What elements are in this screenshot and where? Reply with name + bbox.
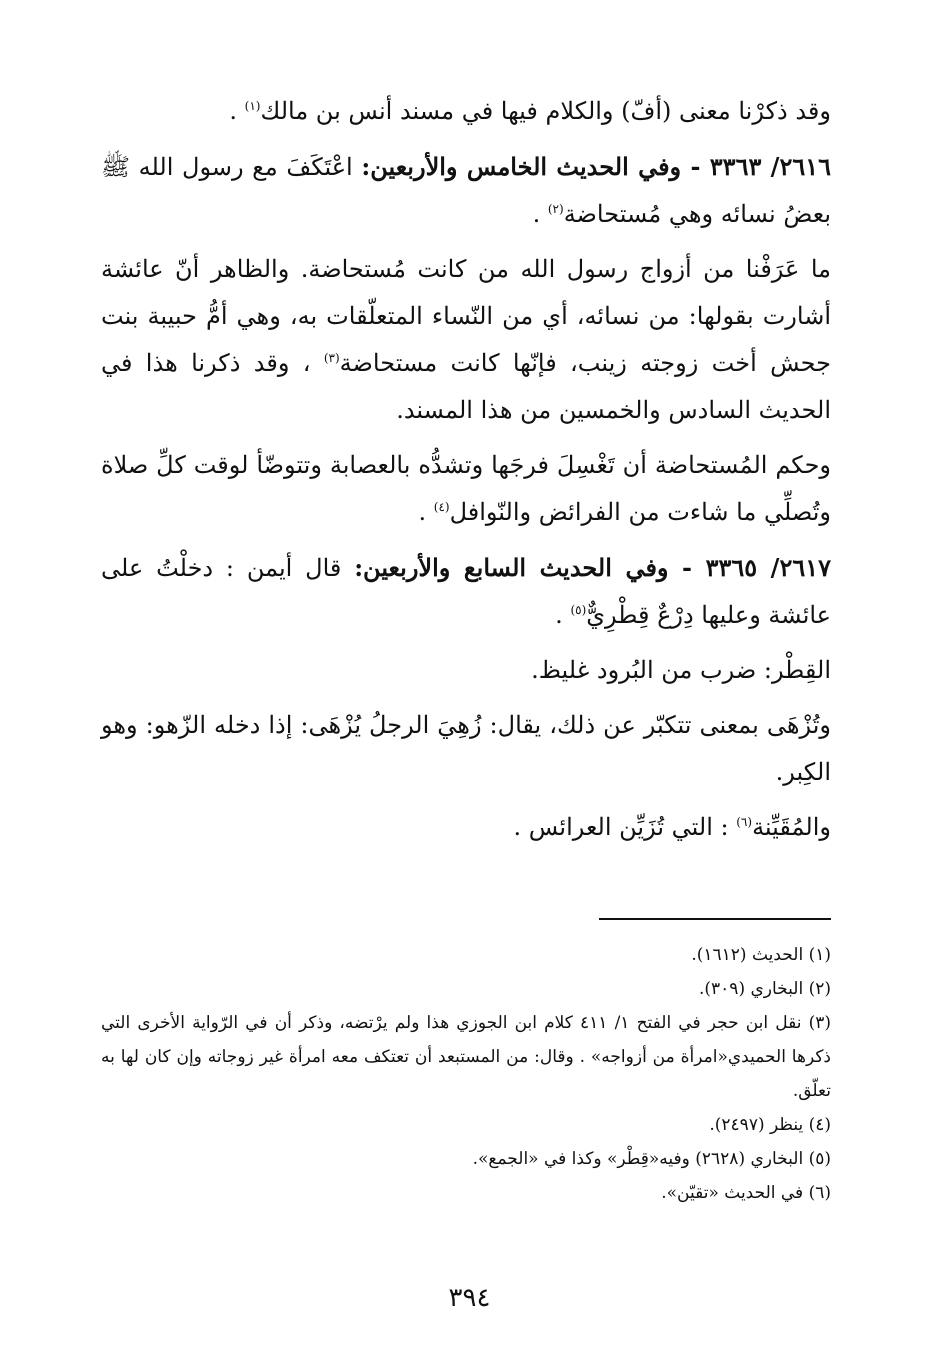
hadith-2616-end: . bbox=[532, 200, 548, 228]
hadith-2616-text: اعْتَكَفَ مع رسول الله ﷺ بعضُ نسائه وهي مُستحاضة bbox=[101, 153, 831, 228]
paragraph-1 bbox=[101, 88, 831, 135]
paragraph-2 bbox=[101, 246, 831, 434]
footnote-ref-3[interactable]: (٣) bbox=[323, 351, 340, 365]
footnote-4: (٤) ينظر (٢٤٩٧). bbox=[709, 1115, 831, 1135]
footnote-separator bbox=[599, 918, 831, 920]
footnote-5: (٥) البخاري (٢٦٢٨) وفيه«قِطْر» وكذا في «الجمع». bbox=[472, 1149, 831, 1169]
footnote-ref-1[interactable]: (١) bbox=[244, 99, 261, 113]
hadith-2616-number: ٢٦١٦/ ٣٣٦٣ - bbox=[681, 152, 832, 181]
footnote-6: (٦) في الحديث «تقيّن». bbox=[661, 1183, 831, 1203]
paragraph-2-end: ، وقد ذكرنا هذا في الحديث السادس والخمسين من هذا المسند. bbox=[101, 349, 831, 424]
paragraph-1-text: وقد ذكرْنا معنى (أفّ) والكلام فيها في مسند أنس بن مالك bbox=[260, 97, 831, 125]
paragraph-6-term: والمُقَيِّنة bbox=[752, 813, 831, 841]
paragraph-2-text: ما عَرَفْنا من أزواج رسول الله من كانت مُستحاضة. والظاهر أنّ عائشة أشارت بقولها: من نسائه، أي من النّساء المتعلّقات به، وهي أمُّ حبيبة بنت جحش أخت زوجته زينب، فإنّها كانت مستحاضة bbox=[101, 255, 831, 377]
paragraph-4: القِطْر: ضرب من البُرود غليظ. bbox=[531, 656, 831, 684]
paragraph-6 bbox=[101, 804, 831, 851]
footnote-3: (٣) نقل ابن حجر في الفتح ١/ ٤١١ كلام ابن الجوزي هذا ولم يرْتضه، وذكر أن في الرّواية الأخرى التي ذكرها الحميدي«امرأة من أزواجه» . وقال: من المستبعد أن تعتكف معه امرأة غير زوجاته وإن كان لها به تعلّق. bbox=[101, 1013, 831, 1101]
footnote-ref-2[interactable]: (٢) bbox=[547, 202, 564, 216]
paragraph-5: وتُزْهَى بمعنى تتكبّر عن ذلك، يقال: زُهِيَ الرجلُ يُزْهَى: إذا دخله الزّهو: وهو الكِبر. bbox=[101, 711, 831, 786]
footnote-ref-5[interactable]: (٥) bbox=[570, 603, 587, 617]
footnote-2: (٢) البخاري (٣٠٩). bbox=[698, 979, 831, 999]
hadith-2616 bbox=[101, 143, 831, 238]
paragraph-1-end: . bbox=[229, 97, 245, 125]
footnote-1: (١) الحديث (١٦١٢). bbox=[691, 945, 831, 965]
paragraph-6-definition: : التي تُزَيِّن العرائس . bbox=[513, 813, 737, 841]
footnote-ref-4[interactable]: (٤) bbox=[433, 500, 450, 514]
paragraph-3-end: . bbox=[418, 498, 434, 526]
paragraph-3 bbox=[101, 442, 831, 536]
footnotes bbox=[101, 938, 831, 1210]
main-text bbox=[101, 88, 831, 851]
paragraph-3-text: وحكم المُستحاضة أن تَغْسِلَ فرجَها وتشدُّه بالعصابة وتتوضّأ لوقت كلِّ صلاة وتُصلِّي ما شاءت من الفرائض والنّوافل bbox=[101, 451, 831, 526]
hadith-2617-number: ٢٦١٧/ ٣٣٦٥ - bbox=[668, 553, 831, 582]
hadith-2617-end: . bbox=[555, 601, 571, 629]
hadith-2617 bbox=[101, 544, 831, 639]
hadith-2617-title: وفي الحديث السابع والأربعين: bbox=[354, 553, 669, 582]
page-number: ٣٩٤ bbox=[448, 1283, 491, 1313]
footnote-ref-6[interactable]: (٦) bbox=[736, 815, 753, 829]
hadith-2616-title: وفي الحديث الخامس والأربعين: bbox=[361, 152, 682, 181]
hadith-2617-text: قال أيمن : دخلْتُ على عائشة وعليها دِرْعٌ قِطْرِيٌّ bbox=[101, 554, 831, 629]
